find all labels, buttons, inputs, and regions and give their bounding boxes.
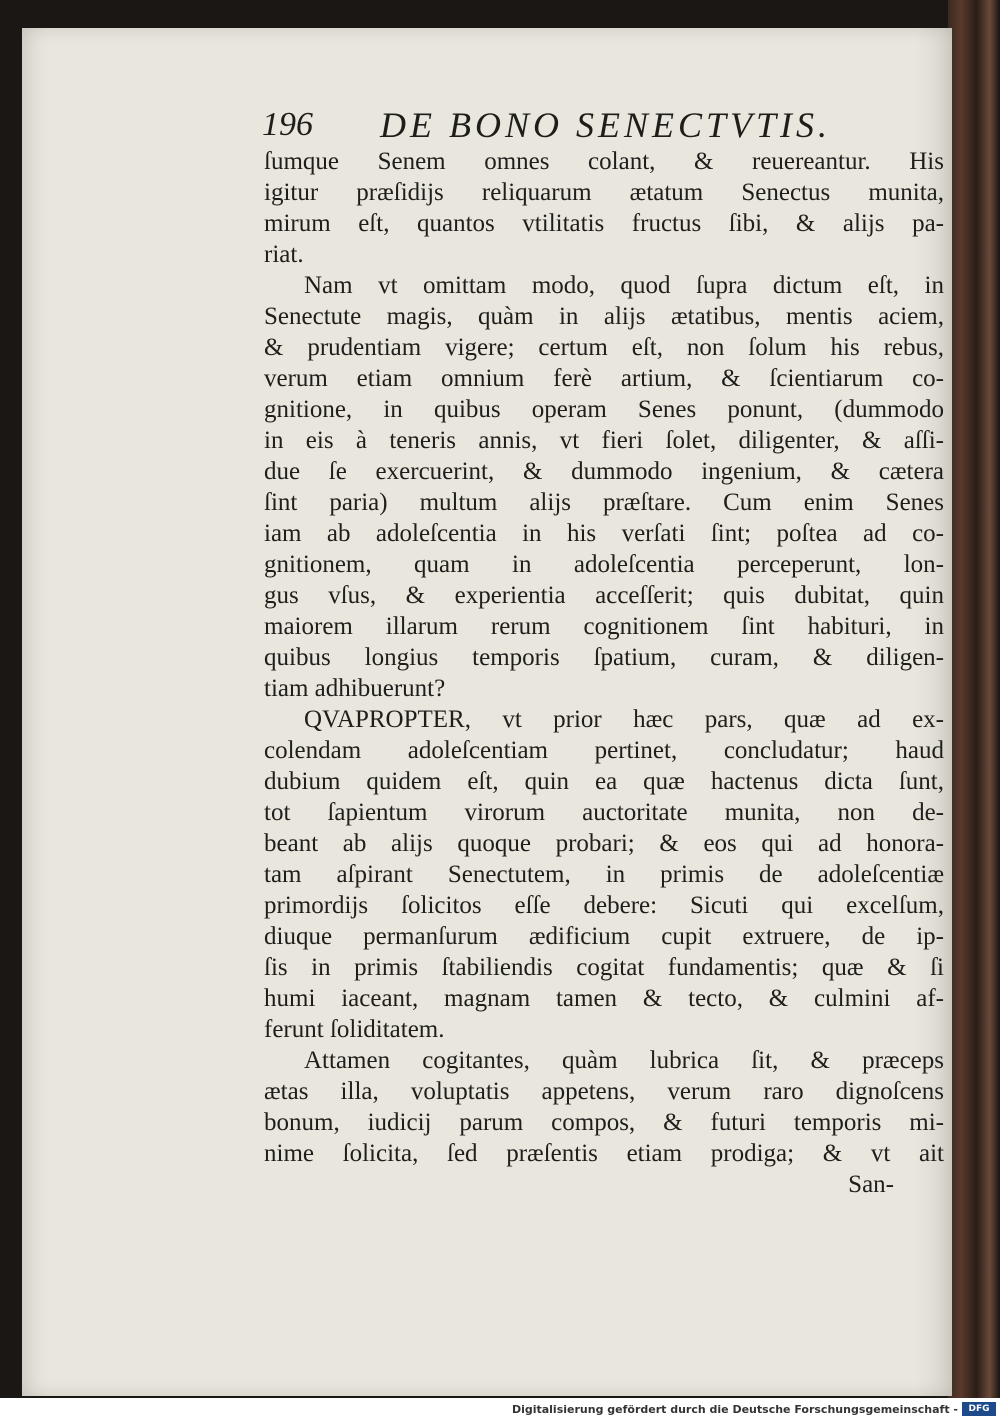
text-line: Attamen cogitantes, quàm lubrica ſit, & præceps [304,1047,944,1074]
text-line: Senectute magis, quàm in alijs ætatibus, mentis aciem, [264,303,944,330]
text-line: tam aſpirant Senectutem, in primis de adoleſcentiæ [264,861,944,888]
text-line: maiorem illarum rerum cognitionem ſint habituri, in [264,613,944,640]
text-line: ætas illa, voluptatis appetens, verum raro dignoſcens [264,1078,944,1105]
text-line: due ſe exercuerint, & dummodo ingenium, & cætera [264,458,944,485]
catchword: San- [848,1171,894,1198]
page-number: 196 [262,106,313,143]
text-line: tiam adhibuerunt? [264,675,446,702]
text-line: bonum, iudicij parum compos, & futuri temporis mi- [264,1109,944,1136]
text-line: Nam vt omittam modo, quod ſupra dictum eſt, in [304,272,944,299]
text-line: beant ab alijs quoque probari; & eos qui ad honora- [264,830,944,857]
text-line: in eis à teneris annis, vt fieri ſolet, diligenter, & aſſi- [264,427,944,454]
text-line: dubium quidem eſt, quin ea quæ hactenus dicta ſunt, [264,768,944,795]
text-line: humi iaceant, magnam tamen & tecto, & culmini af- [264,985,944,1012]
text-line: QVAPROPTER, vt prior hæc pars, quæ ad ex- [304,706,944,733]
running-title: DE BONO SENECTVTIS. [380,105,832,145]
text-line: diuque permanſurum ædificium cupit extruere, de ip- [264,923,944,950]
text-line: colendam adoleſcentiam pertinet, concludatur; haud [264,737,944,764]
text-line: ferunt ſoliditatem. [264,1016,445,1043]
text-line: riat. [264,241,304,268]
text-line: & prudentiam vigere; certum eſt, non ſolum his rebus, [264,334,944,361]
body-text [264,146,944,1200]
text-line: verum etiam omnium ferè artium, & ſcientiarum co- [264,365,944,392]
dfg-logo: DFG [962,1402,996,1416]
text-line: primordijs ſolicitos eſſe debere: Sicuti qui excelſum, [264,892,944,919]
text-line: mirum eſt, quantos vtilitatis fructus ſibi, & alijs pa- [264,210,944,237]
text-line: gnitionem, quam in adoleſcentia perceperunt, lon- [264,551,944,578]
text-line: igitur præſidijs reliquarum ætatum Senectus munita, [264,179,944,206]
footer-bar [0,1398,1000,1421]
book-edge [948,0,1000,1398]
text-line: ſis in primis ſtabiliendis cogitat fundamentis; quæ & ſi [264,954,944,981]
text-line: gnitione, in quibus operam Senes ponunt, (dummodo [264,396,944,423]
text-line: nime ſolicita, ſed præſentis etiam prodiga; & vt ait [264,1140,944,1167]
text-line: gus vſus, & experientia acceſſerit; quis dubitat, quin [264,582,944,609]
text-line: ſumque Senem omnes colant, & reuereantur. His [264,148,944,175]
text-line: ſint paria) multum alijs præſtare. Cum enim Senes [264,489,944,516]
funding-credit: Digitalisierung gefördert durch die Deutsche Forschungsgemeinschaft - [511,1403,958,1416]
text-line: iam ab adoleſcentia in his verſati ſint; poſtea ad co- [264,520,944,547]
text-line: quibus longius temporis ſpatium, curam, & diligen- [264,644,944,671]
text-line: tot ſapientum virorum auctoritate munita, non de- [264,799,944,826]
